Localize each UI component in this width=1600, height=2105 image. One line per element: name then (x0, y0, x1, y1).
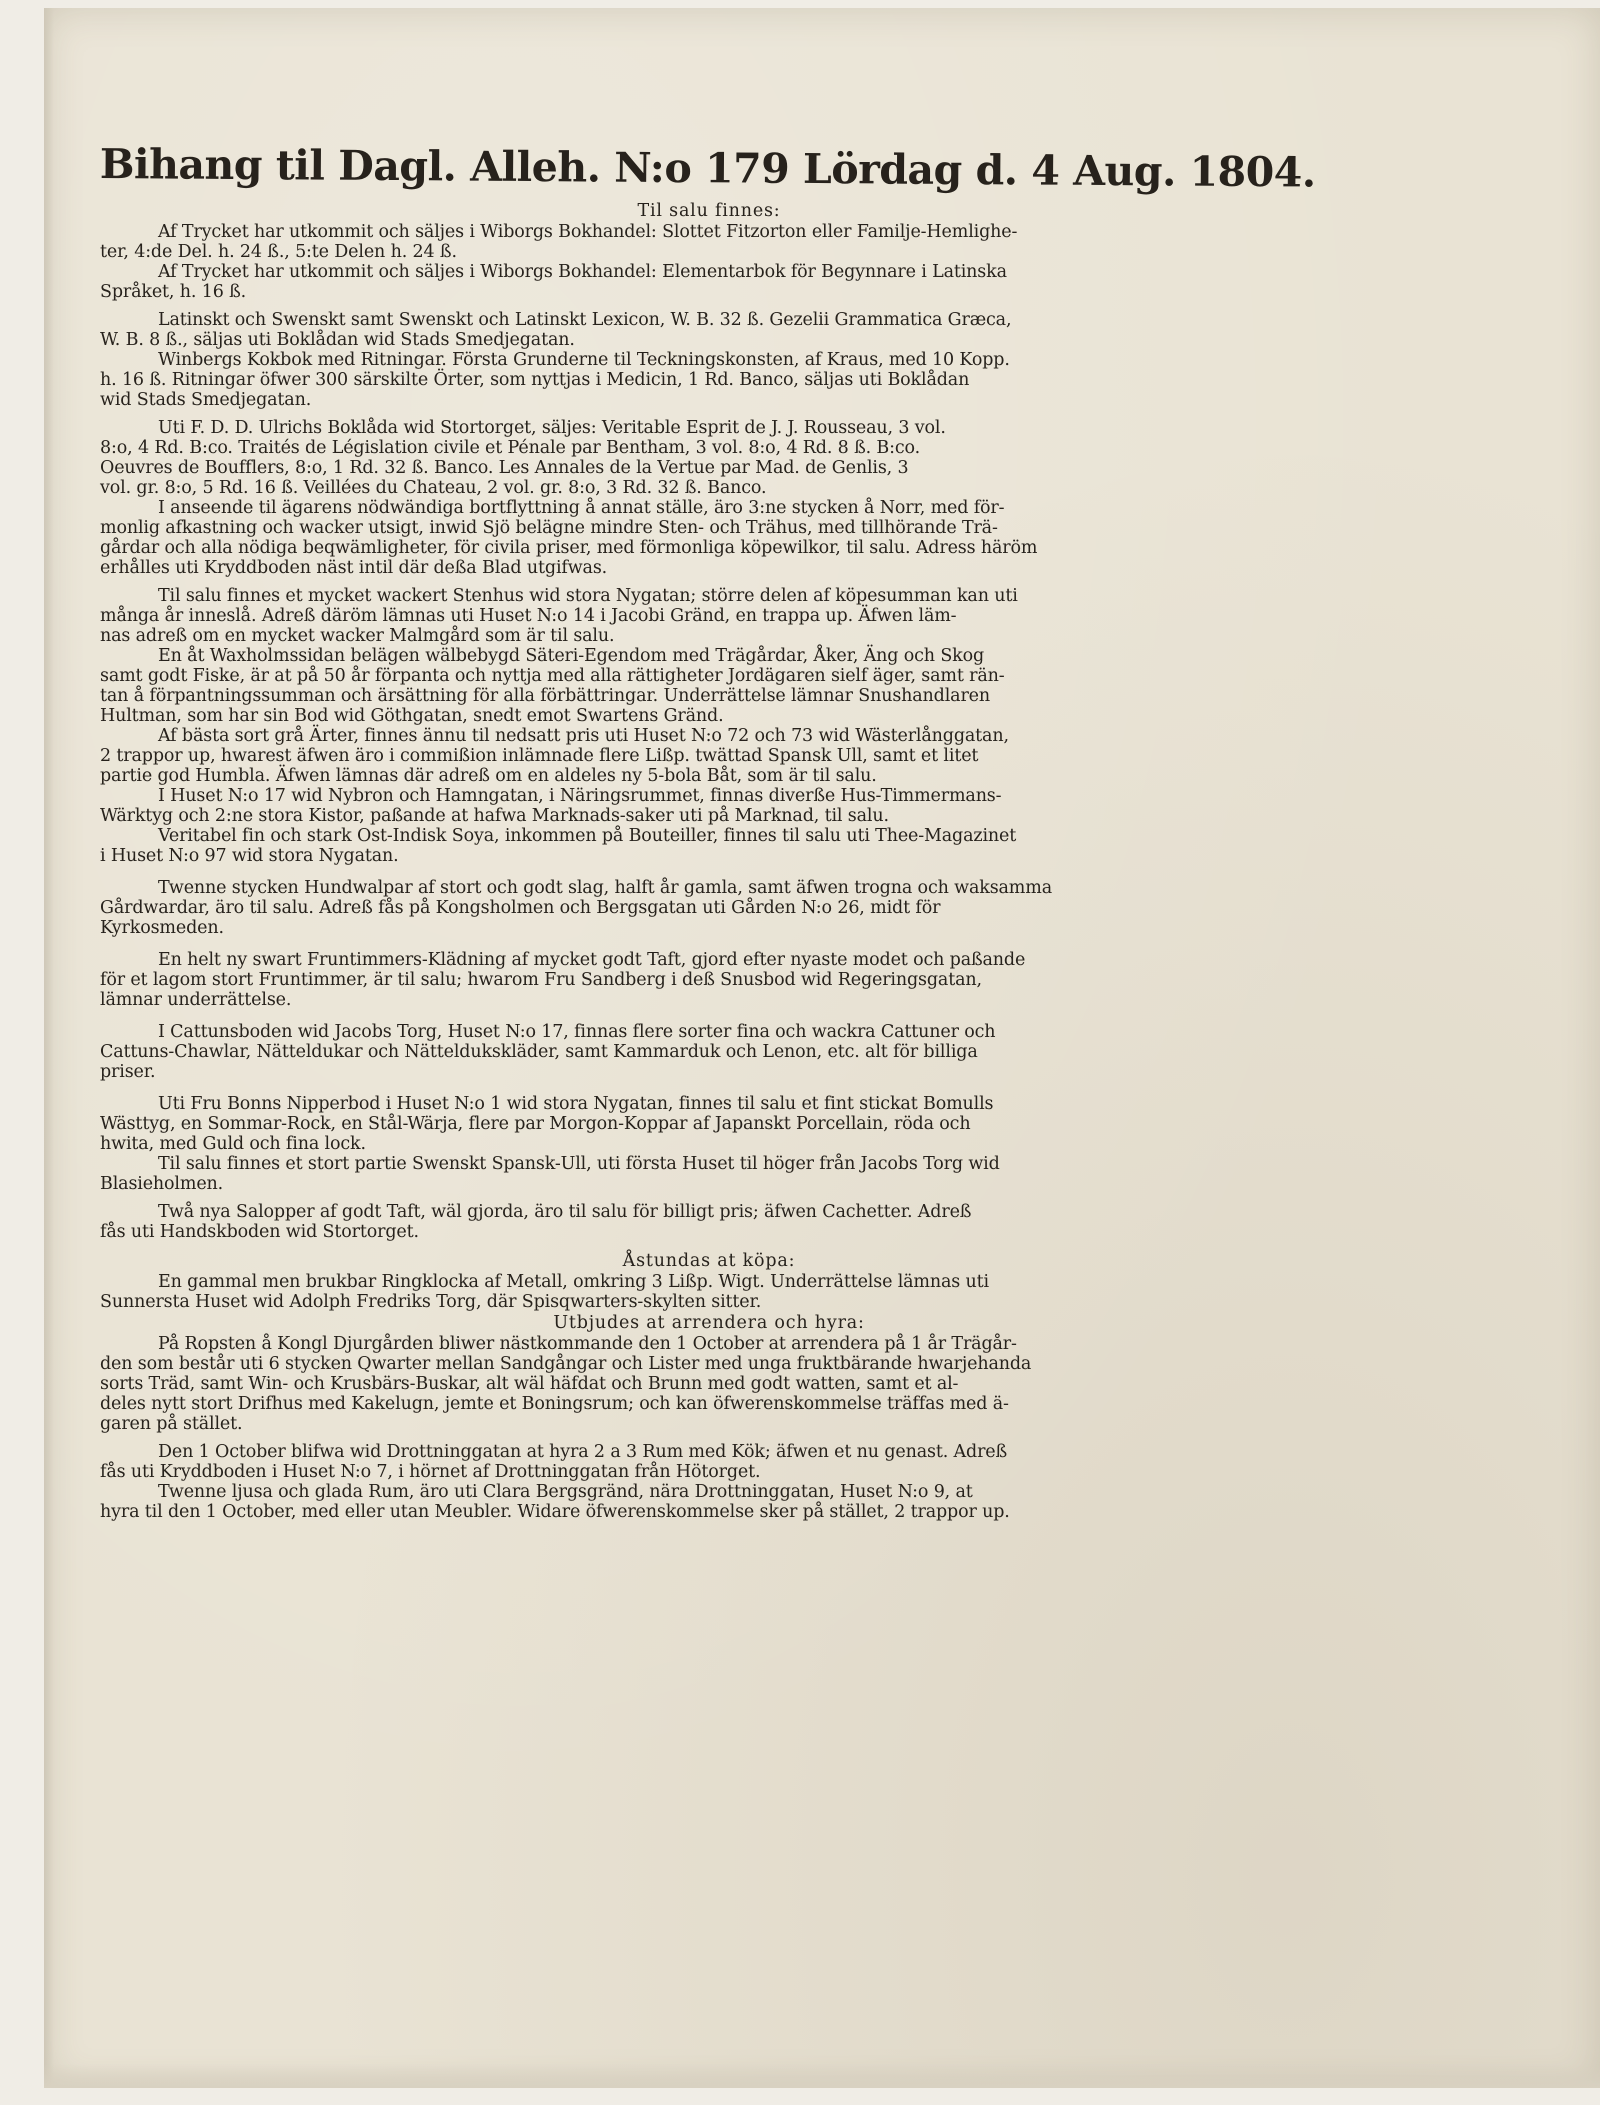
notice-line: En gammal men brukbar Ringklocka af Metall, omkring 3 Lißp. Wigt. Underrättelse lämnas uti (158, 1272, 989, 1292)
notice (100, 1442, 1318, 1482)
notice-line: Wästtyg, en Sommar-Rock, en Stål-Wärja, flere par Morgon-Koppar af Japanskt Porcellain, röda och (100, 1114, 971, 1134)
notice-line: Språket, h. 16 ß. (100, 282, 247, 302)
notice-line: På Ropsten å Kongl Djurgården bliwer nästkommande den 1 October at arrendera på 1 år Trägår- (158, 1334, 1017, 1354)
notice-line: 8:o, 4 Rd. B:co. Traités de Législation civile et Pénale par Bentham, 3 vol. 8:o, 4 Rd. 8 ß. B:co. (100, 438, 921, 458)
newspaper-page (100, 138, 1318, 1522)
notice-line: Latinskt och Swenskt samt Swenskt och Latinskt Lexicon, W. B. 32 ß. Gezelii Grammatica Græca, (158, 310, 1012, 330)
section-heading-for-rent: Utbjudes at arrendera och hyra: (553, 1313, 865, 1333)
notice-line: Af bästa sort grå Ärter, finnes ännu til nedsatt pris uti Huset N:o 72 och 73 wid Wästerlånggatan, (158, 726, 1009, 746)
notice (100, 786, 1318, 826)
notice-line: Twenne ljusa och glada Rum, äro uti Clara Bergsgränd, nära Drottninggatan, Huset N:o 9, at (158, 1482, 973, 1502)
notice (100, 222, 1318, 262)
notice-line: vol. gr. 8:o, 5 Rd. 16 ß. Veillées du Chateau, 2 vol. gr. 8:o, 3 Rd. 32 ß. Banco. (100, 478, 767, 498)
notice-line: deles nytt stort Drifhus med Kakelugn, jemte et Boningsrum; och kan öfwerenskommelse träffas med ä- (100, 1394, 1009, 1414)
notice-line: W. B. 8 ß., säljas uti Boklådan wid Stads Smedjegatan. (100, 330, 575, 350)
notice-line: fås uti Handskboden wid Stortorget. (100, 1222, 419, 1242)
notice-line: Winbergs Kokbok med Ritningar. Första Grunderne til Teckningskonsten, af Kraus, med 10 Kopp. (158, 350, 1010, 370)
notice-line: Cattuns-Chawlar, Nätteldukar och Nätteldukskläder, samt Kammarduk och Lenon, etc. alt för billiga (100, 1042, 978, 1062)
notice-line: Twå nya Salopper af godt Taft, wäl gjorda, äro til salu för billigt pris; äfwen Cachetter. Adreß (158, 1202, 972, 1222)
notice-line: Veritabel fin och stark Ost-Indisk Soya, inkommen på Bouteiller, finnes til salu uti Thee-Magazinet (158, 826, 1017, 846)
notice (100, 262, 1318, 302)
notice-line: partie god Humbla. Äfwen lämnas där adreß om en aldeles ny 5-bola Båt, som är til salu. (100, 766, 877, 786)
notice-line: Af Trycket har utkommit och säljes i Wiborgs Bokhandel: Elementarbok för Begynnare i Latinska (158, 262, 1007, 282)
notice (100, 950, 1318, 1010)
notice (100, 1202, 1318, 1242)
notice-line: I Huset N:o 17 wid Nybron och Hamngatan, i Näringsrummet, finnas diverße Hus-Timmermans- (158, 786, 1002, 806)
notice (100, 878, 1318, 938)
section-heading-wanted: Åstundas at köpa: (622, 1251, 796, 1271)
notice-line: Gårdwardar, äro til salu. Adreß fås på Kongsholmen och Bergsgatan uti Gården N:o 26, midt för (100, 898, 941, 918)
notice (100, 1154, 1318, 1194)
notice-line: hyra til den 1 October, med eller utan Meubler. Widare öfwerenskommelse sker på stället, 2 trappor up. (100, 1502, 1010, 1522)
notice-line: i Huset N:o 97 wid stora Nygatan. (100, 846, 399, 866)
notice-line: Kyrkosmeden. (100, 918, 224, 938)
notice-line: Wärktyg och 2:ne stora Kistor, paßande at hafwa Marknads-saker uti på Marknad, til salu. (100, 806, 889, 826)
notice-line: Oeuvres de Boufflers, 8:o, 1 Rd. 32 ß. Banco. Les Annales de la Vertue par Mad. de Genlis, 3 (100, 458, 909, 478)
notice-line: h. 16 ß. Ritningar öfwer 300 särskilte Örter, som nyttjas i Medicin, 1 Rd. Banco, säljas uti Boklådan (100, 370, 970, 390)
notice-line: tan å förpantningssumman och ärsättning för alla förbättringar. Underrättelse lämnar Snushandlaren (100, 686, 991, 706)
notice-line: I anseende til ägarens nödwändiga bortflyttning å annat ställe, äro 3:ne stycken å Norr, med för- (158, 498, 1005, 518)
notice (100, 1334, 1318, 1434)
notice (100, 646, 1318, 726)
notice-line: En åt Waxholmssidan belägen wälbebygd Säteri-Egendom med Trägårdar, Åker, Äng och Skog (158, 646, 985, 666)
notice (100, 826, 1318, 866)
notice-line: lämnar underrättelse. (100, 990, 292, 1010)
notice-line: samt godt Fiske, är at på 50 år förpanta och nyttja med alla rättigheter Jordägaren sielf äger, samt rän- (100, 666, 1005, 686)
notice (100, 498, 1318, 578)
notice-line: Den 1 October blifwa wid Drottninggatan at hyra 2 a 3 Rum med Kök; äfwen et nu genast. Adreß (158, 1442, 1008, 1462)
section-heading-for-sale: Til salu finnes: (637, 201, 781, 221)
notice-line: Af Trycket har utkommit och säljes i Wiborgs Bokhandel: Slottet Fitzorton eller Familje-Hemlighe- (158, 222, 1018, 242)
paper-edge-left (44, 8, 54, 2088)
notice-line: ter, 4:de Del. h. 24 ß., 5:te Delen h. 24 ß. (100, 242, 457, 262)
notice-line: fås uti Kryddboden i Huset N:o 7, i hörnet af Drottninggatan från Hötorget. (100, 1462, 761, 1482)
notice-line: En helt ny swart Fruntimmers-Klädning af mycket godt Taft, gjord efter nyaste modet och paßande (158, 950, 1026, 970)
notice-line: 2 trappor up, hwarest äfwen äro i commißion inlämnade flere Lißp. twättad Spansk Ull, samt et litet (100, 746, 979, 766)
notice-line: Hultman, som har sin Bod wid Göthgatan, snedt emot Swartens Gränd. (100, 706, 724, 726)
notice-line: Sunnersta Huset wid Adolph Fredriks Torg, där Spisqwarters-skylten sitter. (100, 1292, 762, 1312)
notice-line: priser. (100, 1062, 156, 1082)
notice-line: gårdar och alla nödiga beqwämligheter, för civila priser, med förmonliga köpewilkor, til salu. Adress häröm (100, 538, 1038, 558)
notice-line: den som består uti 6 stycken Qwarter mellan Sandgångar och Lister med unga fruktbärande hwarjehanda (100, 1354, 1032, 1374)
notice-line: många år inneslå. Adreß däröm lämnas uti Huset N:o 14 i Jacobi Gränd, en trappa up. Äfwen läm- (100, 606, 957, 626)
notice (100, 1094, 1318, 1154)
notice-line: Uti F. D. D. Ulrichs Boklåda wid Stortorget, säljes: Veritable Esprit de J. J. Rousseau, 3 vol. (158, 418, 946, 438)
notice-line: Blasieholmen. (100, 1174, 224, 1194)
notice (100, 1482, 1318, 1522)
notice-line: monlig afkastning och wacker utsigt, inwid Sjö belägne mindre Sten- och Trähus, med tillhörande Trä- (100, 518, 998, 538)
notice-line: sorts Träd, samt Win- och Krusbärs-Buskar, alt wäl häfdat och Brunn med godt watten, samt et al- (100, 1374, 959, 1394)
notice-line: nas adreß om en mycket wacker Malmgård som är til salu. (100, 626, 615, 646)
notice-line: wid Stads Smedjegatan. (100, 390, 312, 410)
masthead: Bihang til Dagl. Alleh. N:o 179 Lördag d. 4 Aug. 1804. (99, 138, 1316, 197)
notice-line: hwita, med Guld och fina lock. (100, 1134, 366, 1154)
notice-line: garen på stället. (100, 1414, 243, 1434)
paper-edge-bottom (44, 2064, 1600, 2088)
notice-line: Til salu finnes et mycket wackert Stenhus wid stora Nygatan; större delen af köpesumman kan uti (158, 586, 1018, 606)
notice (100, 726, 1318, 786)
notice (100, 418, 1318, 498)
notice-line: I Cattunsboden wid Jacobs Torg, Huset N:o 17, finnas flere sorter fina och wackra Cattuner och (158, 1022, 996, 1042)
notice-line: för et lagom stort Fruntimmer, är til salu; hwarom Fru Sandberg i deß Snusbod wid Regeringsgatan, (100, 970, 982, 990)
notice (100, 586, 1318, 646)
notice (100, 310, 1318, 350)
notice (100, 1272, 1318, 1312)
notice-line: Twenne stycken Hundwalpar af stort och godt slag, halft år gamla, samt äfwen trogna och waksamma (158, 878, 1052, 898)
notice-line: erhålles uti Kryddboden näst intil där deßa Blad utgifwas. (100, 558, 608, 578)
notice-line: Til salu finnes et stort partie Swenskt Spansk-Ull, uti första Huset til höger från Jacobs Torg wid (158, 1154, 1000, 1174)
notice-line: Uti Fru Bonns Nipperbod i Huset N:o 1 wid stora Nygatan, finnes til salu et fint stickat Bomulls (158, 1094, 994, 1114)
notice (100, 1022, 1318, 1082)
notice (100, 350, 1318, 410)
